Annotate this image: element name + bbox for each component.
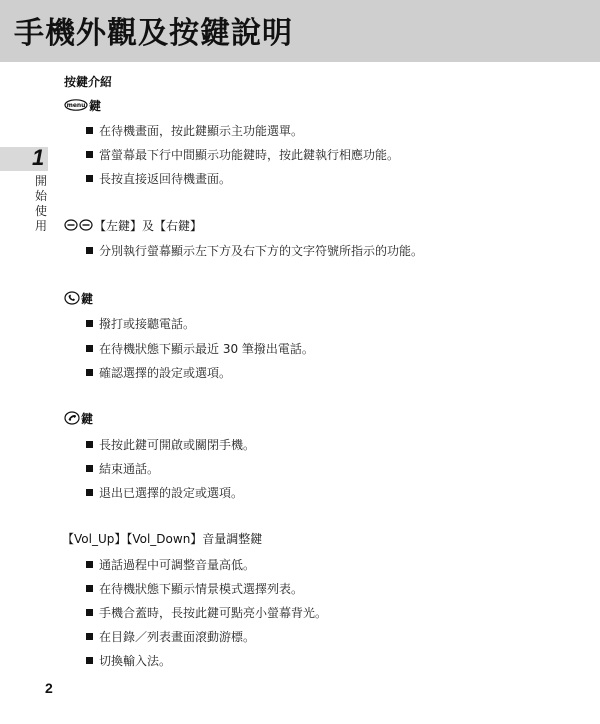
section-heading-send-key bbox=[64, 290, 93, 308]
send-key-icon bbox=[64, 291, 80, 308]
list-item: 切換輸入法。 bbox=[86, 652, 171, 669]
section-heading-soft-keys bbox=[64, 217, 202, 234]
list-item: 手機合蓋時，長按此鍵可點亮小螢幕背光。 bbox=[86, 604, 327, 621]
end-key-heading-text: 鍵 bbox=[81, 412, 94, 426]
list-item: 在待機畫面，按此鍵顯示主功能選單。 bbox=[86, 122, 303, 139]
end-key-icon bbox=[64, 411, 80, 428]
page-title: 手機外觀及按鍵說明 bbox=[14, 16, 293, 51]
send-key-heading-text: 鍵 bbox=[81, 292, 94, 306]
list-item: 當螢幕最下行中間顯示功能鍵時，按此鍵執行相應功能。 bbox=[86, 146, 399, 163]
list-item: 在待機狀態下顯示最近 30 筆撥出電話。 bbox=[86, 340, 314, 357]
list-item: 長按此鍵可開啟或關閉手機。 bbox=[86, 436, 255, 453]
menu-key-heading-text: 鍵 bbox=[89, 99, 102, 113]
svg-text:menu: menu bbox=[66, 102, 86, 110]
section-heading-end-key bbox=[64, 410, 93, 428]
page-number: 2 bbox=[45, 680, 53, 696]
section-heading-intro: 按鍵介紹 bbox=[64, 75, 113, 89]
right-softkey-icon bbox=[79, 219, 93, 234]
soft-keys-heading-text: 【左鍵】及【右鍵】 bbox=[94, 219, 203, 233]
list-item: 通話過程中可調整音量高低。 bbox=[86, 556, 255, 573]
list-item: 確認選擇的設定或選項。 bbox=[86, 364, 231, 381]
left-softkey-icon bbox=[64, 219, 78, 234]
page-header bbox=[0, 0, 600, 62]
list-item: 結束通話。 bbox=[86, 460, 159, 477]
list-item: 退出已選擇的設定或選項。 bbox=[86, 484, 243, 501]
list-item: 在目錄／列表畫面滾動游標。 bbox=[86, 628, 255, 645]
list-item: 在待機狀態下顯示情景模式選擇列表。 bbox=[86, 580, 303, 597]
chapter-number: 1 bbox=[32, 145, 45, 170]
menu-key-icon bbox=[64, 99, 88, 114]
section-heading-menu-key bbox=[64, 97, 101, 114]
chapter-label: 開始使用 bbox=[35, 174, 48, 233]
list-item: 分別執行螢幕顯示左下方及右下方的文字符號所指示的功能。 bbox=[86, 242, 423, 259]
list-item: 長按直接返回待機畫面。 bbox=[86, 170, 231, 187]
section-heading-volume-keys: 【Vol_Up】【Vol_Down】音量調整鍵 bbox=[62, 532, 263, 546]
list-item: 撥打或接聽電話。 bbox=[86, 315, 195, 332]
